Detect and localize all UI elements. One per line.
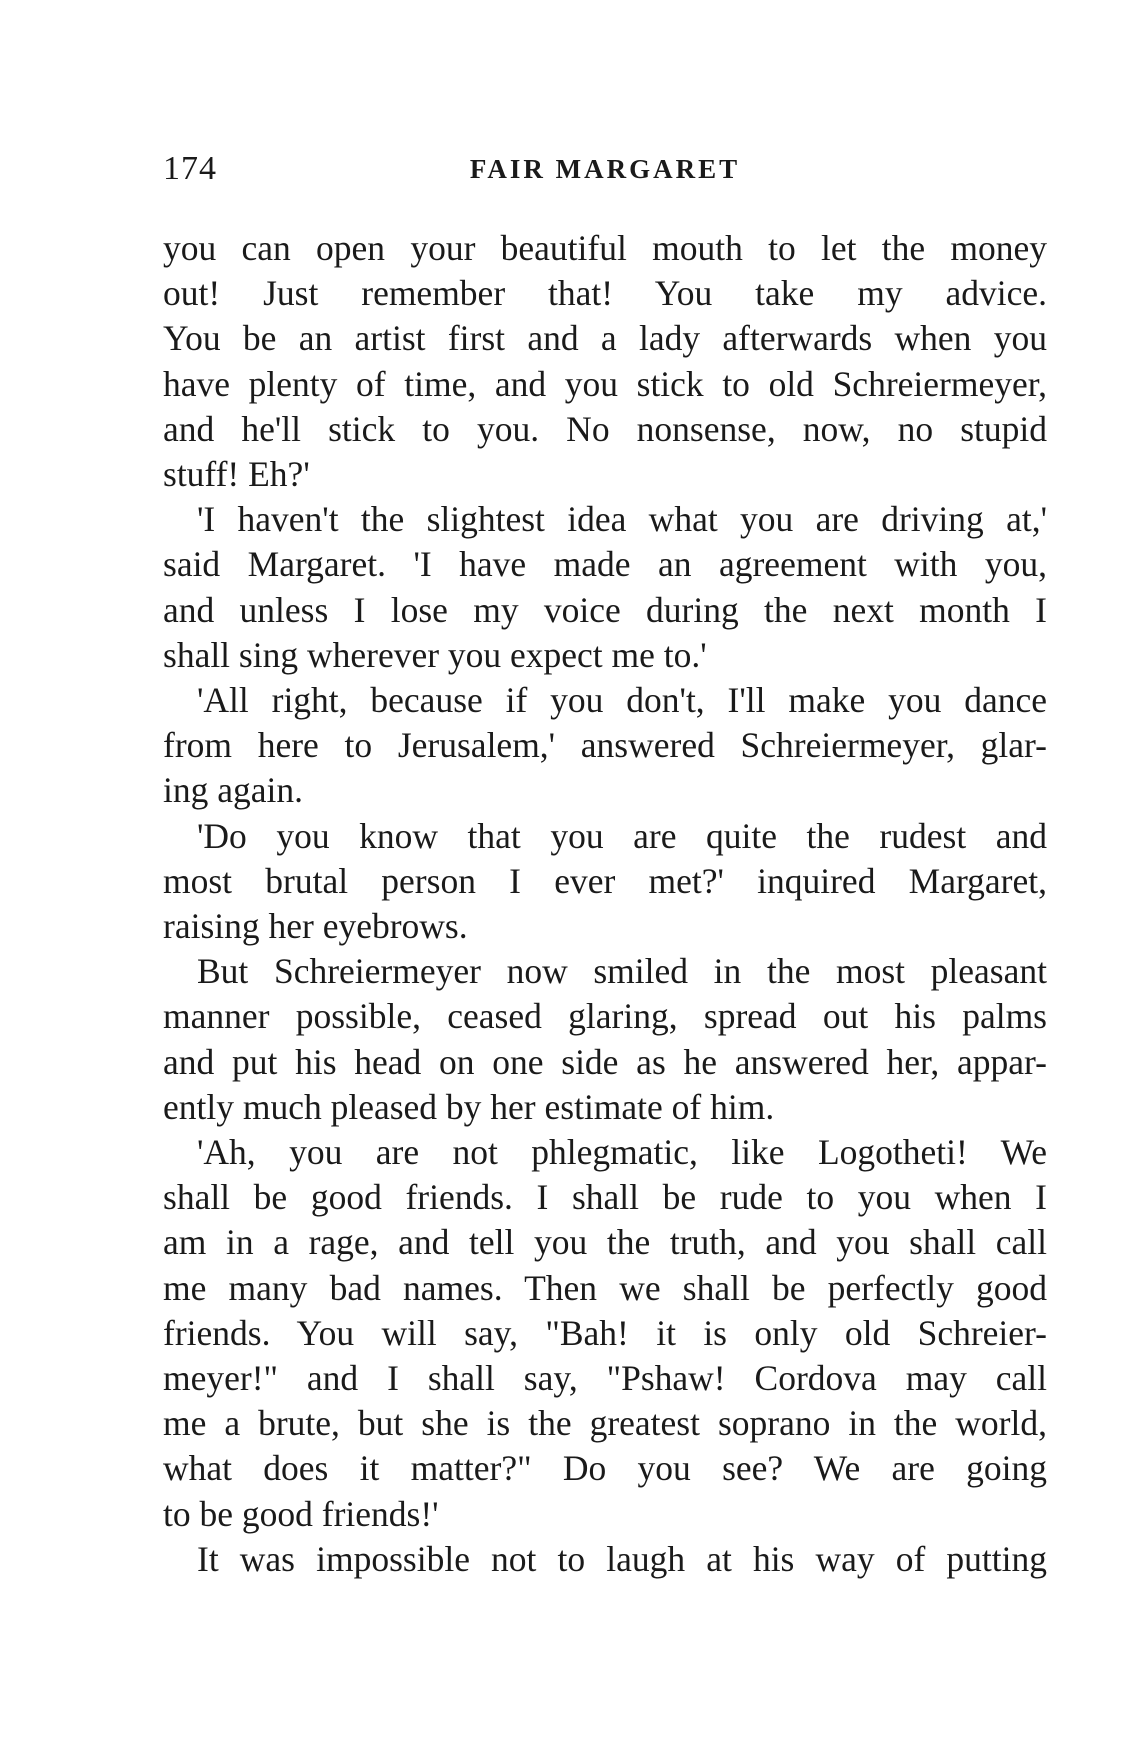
text-line: 'I haven't the slightest idea what you are driving at,' [197,499,1047,540]
text-line: me many bad names. Then we shall be perfectly good [163,1267,1047,1308]
text-line: what does it matter?" Do you see? We are going [163,1448,1047,1489]
text-line: 'Do you know that you are quite the rudest and [197,815,1047,856]
text-line: to be good friends!' [163,1493,439,1534]
text-line: you can open your beautiful mouth to let the money [163,228,1047,268]
text-line: It was impossible not to laugh at his way of putting [197,1538,1047,1579]
running-head [163,150,1047,190]
text-line: You be an artist first and a lady afterwards when you [163,318,1047,359]
text-line: shall sing wherever you expect me to.' [163,634,707,675]
text-line: 'Ah, you are not phlegmatic, like Logotheti! We [197,1132,1047,1173]
paragraph [163,814,1047,950]
text-line: and put his head on one side as he answered her, appar- [163,1041,1047,1082]
text-line: me a brute, but she is the greatest soprano in the world, [163,1403,1047,1444]
body-text [163,226,1047,1582]
text-line: out! Just remember that! You take my advice. [163,273,1047,314]
text-line: most brutal person I ever met?' inquired Margaret, [163,860,1047,901]
text-line: have plenty of time, and you stick to old Schreiermeyer, [163,363,1047,404]
text-line: 'All right, because if you don't, I'll make you dance [197,680,1047,721]
paragraph [163,226,1047,497]
text-line: raising her eyebrows. [163,906,468,947]
running-title: FAIR MARGARET [469,154,741,184]
paragraph [163,949,1047,1130]
text-line: and he'll stick to you. No nonsense, now, no stupid [163,408,1047,449]
text-line: ing again. [163,770,303,811]
text-line: friends. You will say, "Bah! it is only old Schreier- [163,1312,1047,1353]
text-line: shall be good friends. I shall be rude to you when I [163,1177,1047,1218]
text-line: and unless I lose my voice during the next month I [163,589,1047,630]
paragraph [163,497,1047,678]
text-line: manner possible, ceased glaring, spread out his palms [163,996,1047,1037]
book-page [163,0,1047,1761]
paragraph [163,678,1047,814]
text-line: stuff! Eh?' [163,454,310,495]
text-line: But Schreiermeyer now smiled in the most pleasant [197,951,1047,992]
text-line: meyer!" and I shall say, "Pshaw! Cordova may call [163,1358,1047,1399]
text-line: am in a rage, and tell you the truth, and you shall call [163,1222,1047,1263]
page-number: 174 [163,150,217,187]
text-line: from here to Jerusalem,' answered Schreiermeyer, glar- [163,725,1047,766]
text-line: said Margaret. 'I have made an agreement with you, [163,544,1047,585]
text-line: ently much pleased by her estimate of him. [163,1086,775,1127]
paragraph [163,1537,1047,1582]
paragraph [163,1130,1047,1537]
